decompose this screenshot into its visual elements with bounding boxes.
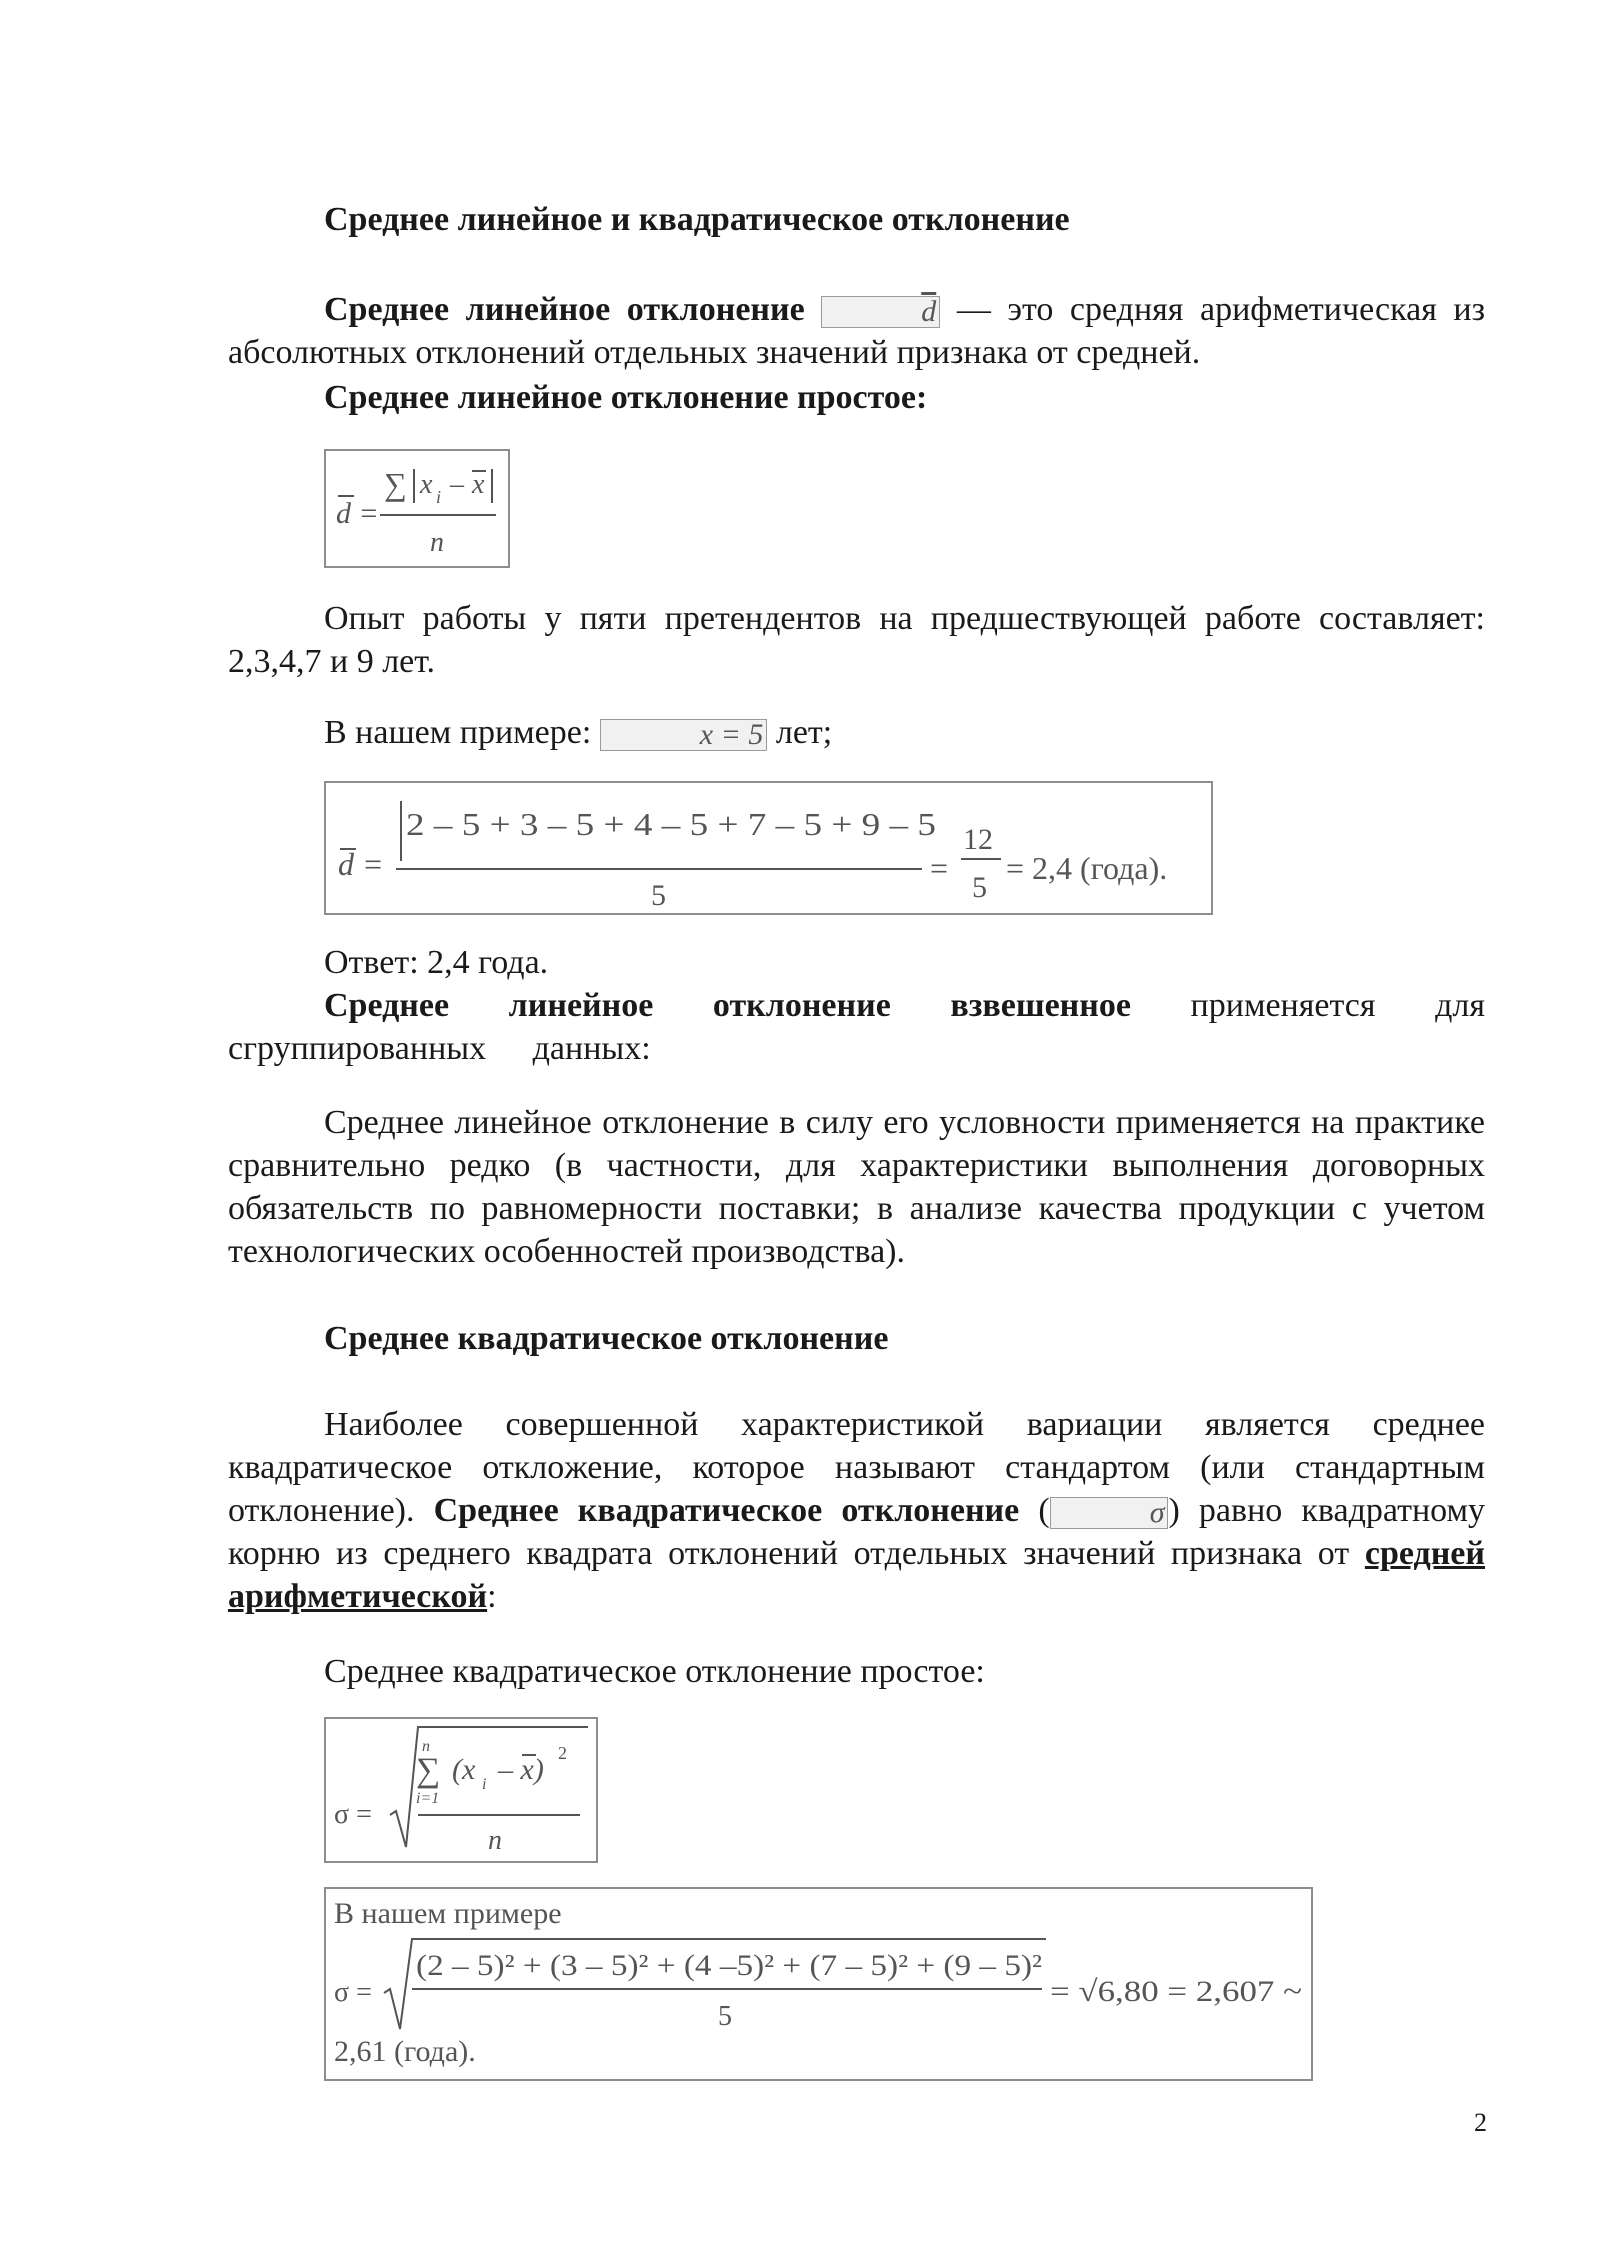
formula3-body: (x — [452, 1753, 476, 1786]
formula3-denominator: n — [488, 1825, 502, 1856]
sigma-symbol-image: σ — [1050, 1497, 1169, 1529]
mean-equals-5-image: x = 5 — [600, 719, 768, 751]
definition-term: Среднее линейное отклонение — [324, 291, 805, 328]
formula-std-example — [324, 1887, 1313, 2081]
dash: — — [956, 291, 991, 328]
formula4-denominator: 5 — [718, 2001, 732, 2032]
formula2-lhs: d = — [338, 846, 384, 882]
d-bar-symbol-image: $\overline{d}$ — [821, 296, 940, 328]
formula2-frac-num: 12 — [963, 823, 993, 856]
formula3-sum-bottom: i=1 — [416, 1790, 440, 1807]
formula4-tail: 2,61 (года). — [334, 2035, 476, 2068]
example-line: В нашем примере: x = 5 лет; — [324, 714, 833, 752]
formula-std-deviation — [324, 1717, 598, 1863]
formula1-xbar: x — [472, 469, 485, 500]
formula3-sum: ∑ — [416, 1752, 441, 1789]
sq-definition-paragraph: Наиболее совершенной характеристикой вариации является среднее квадратическое отклoжение, которое называют стандартом (или стандартным отклонение). Среднее квадратическое отклонение ( σ ) равно квадратному корню из среднего квадрата отклонений отдельных значений признака от средней арифметической: — [228, 1406, 1486, 1615]
formula-example-linear-deviation — [324, 781, 1213, 915]
subheading-simple: Среднее линейное отклонение простое: — [324, 379, 928, 416]
formula4-lhs: σ = — [334, 1977, 372, 2008]
page-number: 2 — [1474, 2108, 1487, 2137]
formula1-denominator: n — [430, 527, 444, 558]
arithmetic-mean-link[interactable]: средней арифметической — [228, 1535, 1485, 1615]
formula2-eq: = — [930, 850, 949, 886]
example-paragraph: Опыт работы у пяти претендентов на предшествующей работе составляет: 2,3,4,7 и 9 лет. — [228, 600, 1485, 680]
formula3-sub-i: i — [482, 1776, 487, 1793]
formula2-frac-den: 5 — [972, 871, 987, 904]
formula4-caption: В нашем примере — [334, 1897, 562, 1930]
weighted-paragraph: Среднее линейное отклонение взвешенное применяется для сгруппированных данных: — [228, 987, 1485, 1067]
definition-paragraph — [228, 288, 1485, 374]
formula1-lhs: d = — [336, 497, 379, 530]
formula3-lhs: σ = — [334, 1799, 372, 1830]
definition-text: это средняя арифметическая из абсолютных отклонений отдельных значений признака от средней. — [228, 291, 1486, 371]
formula1-sub-i: i — [436, 487, 442, 507]
section-heading: Среднее линейное и квадратическое отклонение — [324, 201, 1070, 238]
formula1-minus: – — [450, 469, 464, 500]
section-heading-sq: Среднее квадратическое отклонение — [324, 1320, 889, 1357]
formula2-numerator: 2 – 5 + 3 – 5 + 4 – 5 + 7 – 5 + 9 – 5 — [406, 806, 936, 842]
formula4-result: = √6,80 = 2,607 ~ — [1050, 1975, 1302, 2008]
answer-paragraph: Ответ: 2,4 года. — [324, 944, 549, 981]
formula2-result: = 2,4 (года). — [1006, 850, 1168, 886]
formula2-denominator: 5 — [651, 879, 666, 912]
formula4-numerator: (2 – 5)² + (3 – 5)² + (4 –5)² + (7 – 5)² + (9 – 5)² — [416, 1949, 1042, 1982]
sq-term: Среднее квадратическое отклонение — [433, 1492, 1020, 1529]
formula3-sum-top: n — [422, 1738, 430, 1755]
sq-simple-line: Среднее квадратическое отклонение простое: — [324, 1653, 985, 1690]
formula3-sup: 2 — [558, 1743, 567, 1763]
formula1-sum: ∑ — [384, 466, 407, 502]
formula3-body2: – x) — [498, 1753, 544, 1786]
usage-paragraph: Среднее линейное отклонение в силу его условности применяется на практике сравнительно редко (в частности, для характеристики выполнения договорных обязательств по равномерности поставки; в анализе качества продукции с учетом технологических особенностей производства). — [228, 1104, 1485, 1270]
formula-mean-linear-deviation — [324, 449, 510, 568]
formula1-x: x — [420, 469, 433, 500]
